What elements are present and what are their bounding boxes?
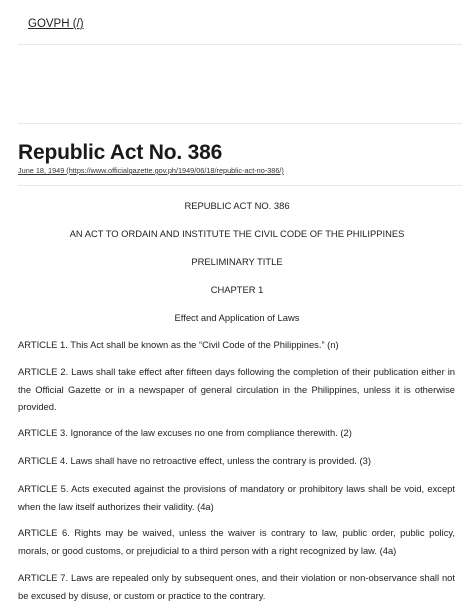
act-heading: REPUBLIC ACT NO. 386 xyxy=(184,200,290,211)
preliminary-title: PRELIMINARY TITLE xyxy=(191,256,283,267)
publication-date-line xyxy=(18,166,284,175)
publication-date-link[interactable] xyxy=(18,166,284,175)
publication-date: June 18, 1949 xyxy=(18,166,65,175)
header-divider-lower xyxy=(18,123,462,124)
article-3: ARTICLE 3. Ignorance of the law excuses no one from compliance therewith. (2) xyxy=(18,427,352,438)
chapter-heading: CHAPTER 1 xyxy=(210,284,264,295)
chapter-title: Effect and Application of Laws xyxy=(174,312,300,323)
page-title: Republic Act No. 386 xyxy=(18,141,223,164)
article-7: ARTICLE 7. Laws are repealed only by subsequent ones, and their violation or non-observance shall not be excused by disuse, or custom or practice to the contrary. xyxy=(18,572,455,601)
article-4: ARTICLE 4. Laws shall have no retroactive effect, unless the contrary is provided. (3) xyxy=(18,455,371,466)
article-1: ARTICLE 1. This Act shall be known as the “Civil Code of the Philippines.” (n) xyxy=(18,339,339,350)
title-divider xyxy=(18,185,462,186)
article-5: ARTICLE 5. Acts executed against the provisions of mandatory or prohibitory laws shall be void, except when the law itself authorizes their validity. (4a) xyxy=(18,483,455,512)
article-6: ARTICLE 6. Rights may be waived, unless the waiver is contrary to law, public order, public policy, morals, or good customs, or prejudicial to a third person with a right recognized by law. (4a) xyxy=(18,527,455,556)
govph-home-link[interactable]: GOVPH (/) xyxy=(28,18,84,30)
act-subtitle: AN ACT TO ORDAIN AND INSTITUTE THE CIVIL CODE OF THE PHILIPPINES xyxy=(69,228,405,239)
article-2: ARTICLE 2. Laws shall take effect after fifteen days following the completion of their publication either in the Official Gazette or in a newspaper of general circulation in the Philippines, unless it is otherwise provided. xyxy=(18,366,455,412)
publication-url: (https://www.officialgazette.gov.ph/1949/06/18/republic-act-no-386/) xyxy=(66,166,284,175)
header-divider xyxy=(18,44,462,45)
top-bar xyxy=(0,0,474,48)
